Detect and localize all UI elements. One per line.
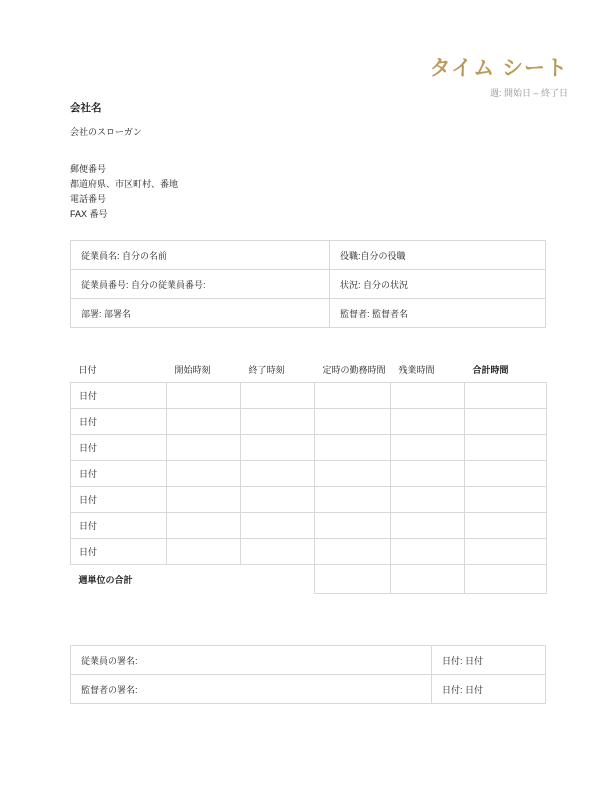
- cell-date[interactable]: 日付: [71, 435, 167, 461]
- cell-overtime-hours[interactable]: [391, 539, 465, 565]
- column-header-total-hours: 合計時間: [472, 365, 509, 375]
- column-header-date: 日付: [78, 365, 97, 375]
- weekly-total-total-hours[interactable]: [465, 565, 547, 594]
- weekly-total-label: 週単位の合計: [78, 574, 133, 585]
- cell-total-hours[interactable]: [465, 383, 547, 409]
- company-name: 会社名: [70, 102, 102, 114]
- weekly-total-regular-hours[interactable]: [315, 565, 391, 594]
- employee-title-cell[interactable]: 役職:自分の役職: [330, 241, 546, 270]
- company-address-line-3: 電話番号: [70, 194, 107, 204]
- weekly-total-spacer-1: [167, 565, 241, 594]
- weekly-total-row: [71, 565, 547, 594]
- cell-regular-hours[interactable]: [315, 539, 391, 565]
- cell-end-time[interactable]: [241, 435, 315, 461]
- table-row: [71, 487, 547, 513]
- cell-regular-hours[interactable]: [315, 487, 391, 513]
- cell-end-time[interactable]: [241, 513, 315, 539]
- cell-date[interactable]: 日付: [71, 461, 167, 487]
- cell-overtime-hours[interactable]: [391, 461, 465, 487]
- cell-total-hours[interactable]: [465, 487, 547, 513]
- timesheet-table: [70, 350, 547, 594]
- cell-start-time[interactable]: [167, 461, 241, 487]
- table-row: [71, 241, 546, 270]
- cell-end-time[interactable]: [241, 383, 315, 409]
- table-row: [71, 299, 546, 328]
- employee-status-cell[interactable]: 状況: 自分の状況: [330, 270, 546, 299]
- cell-start-time[interactable]: [167, 409, 241, 435]
- table-row: [71, 539, 547, 565]
- weekly-total-spacer-2: [241, 565, 315, 594]
- employee-signature-cell[interactable]: 従業員の署名:: [71, 646, 432, 675]
- table-row: [71, 270, 546, 299]
- cell-date[interactable]: 日付: [71, 487, 167, 513]
- cell-regular-hours[interactable]: [315, 409, 391, 435]
- cell-date[interactable]: 日付: [71, 409, 167, 435]
- column-header-regular-hours: 定時の勤務時間: [322, 365, 386, 375]
- cell-overtime-hours[interactable]: [391, 513, 465, 539]
- week-range-subtitle: 週: 開始日 – 終了日: [489, 88, 568, 98]
- cell-regular-hours[interactable]: [315, 383, 391, 409]
- cell-start-time[interactable]: [167, 435, 241, 461]
- cell-start-time[interactable]: [167, 487, 241, 513]
- employee-supervisor-cell[interactable]: 監督者: 監督者名: [330, 299, 546, 328]
- weekly-total-overtime-hours[interactable]: [391, 565, 465, 594]
- supervisor-signature-cell[interactable]: 監督者の署名:: [71, 675, 432, 704]
- cell-date[interactable]: 日付: [71, 513, 167, 539]
- cell-overtime-hours[interactable]: [391, 409, 465, 435]
- cell-end-time[interactable]: [241, 539, 315, 565]
- cell-end-time[interactable]: [241, 461, 315, 487]
- cell-total-hours[interactable]: [465, 513, 547, 539]
- cell-total-hours[interactable]: [465, 409, 547, 435]
- company-block: [70, 100, 370, 222]
- column-header-end-time: 終了時刻: [248, 365, 285, 375]
- cell-total-hours[interactable]: [465, 539, 547, 565]
- company-address-line-2: 都道府県、市区町村、番地: [70, 179, 179, 189]
- employee-info-table: [70, 240, 546, 328]
- cell-start-time[interactable]: [167, 383, 241, 409]
- cell-total-hours[interactable]: [465, 435, 547, 461]
- table-row: [71, 646, 546, 675]
- cell-regular-hours[interactable]: [315, 435, 391, 461]
- timesheet-header-row: [71, 350, 547, 383]
- company-address-line-1: 郵便番号: [70, 164, 107, 174]
- employee-number-cell[interactable]: 従業員番号: 自分の従業員番号:: [71, 270, 330, 299]
- cell-total-hours[interactable]: [465, 461, 547, 487]
- cell-start-time[interactable]: [167, 539, 241, 565]
- supervisor-signature-date-cell[interactable]: 日付: 日付: [432, 675, 546, 704]
- cell-end-time[interactable]: [241, 487, 315, 513]
- cell-date[interactable]: 日付: [71, 539, 167, 565]
- company-slogan: 会社のスローガン: [70, 127, 142, 137]
- cell-regular-hours[interactable]: [315, 513, 391, 539]
- table-row: [71, 435, 547, 461]
- employee-signature-date-cell[interactable]: 日付: 日付: [432, 646, 546, 675]
- cell-end-time[interactable]: [241, 409, 315, 435]
- employee-department-cell[interactable]: 部署: 部署名: [71, 299, 330, 328]
- column-header-overtime-hours: 残業時間: [398, 365, 435, 375]
- cell-overtime-hours[interactable]: [391, 383, 465, 409]
- cell-date[interactable]: 日付: [71, 383, 167, 409]
- table-row: [71, 461, 547, 487]
- table-row: [71, 409, 547, 435]
- table-row: [71, 513, 547, 539]
- cell-overtime-hours[interactable]: [391, 435, 465, 461]
- signature-table: [70, 645, 546, 704]
- company-address-line-4: FAX 番号: [70, 209, 108, 219]
- table-row: [71, 675, 546, 704]
- table-row: [71, 383, 547, 409]
- cell-overtime-hours[interactable]: [391, 487, 465, 513]
- page-title: タイム シート: [429, 57, 568, 80]
- column-header-start-time: 開始時刻: [174, 365, 211, 375]
- cell-regular-hours[interactable]: [315, 461, 391, 487]
- employee-name-cell[interactable]: 従業員名: 自分の名前: [71, 241, 330, 270]
- cell-start-time[interactable]: [167, 513, 241, 539]
